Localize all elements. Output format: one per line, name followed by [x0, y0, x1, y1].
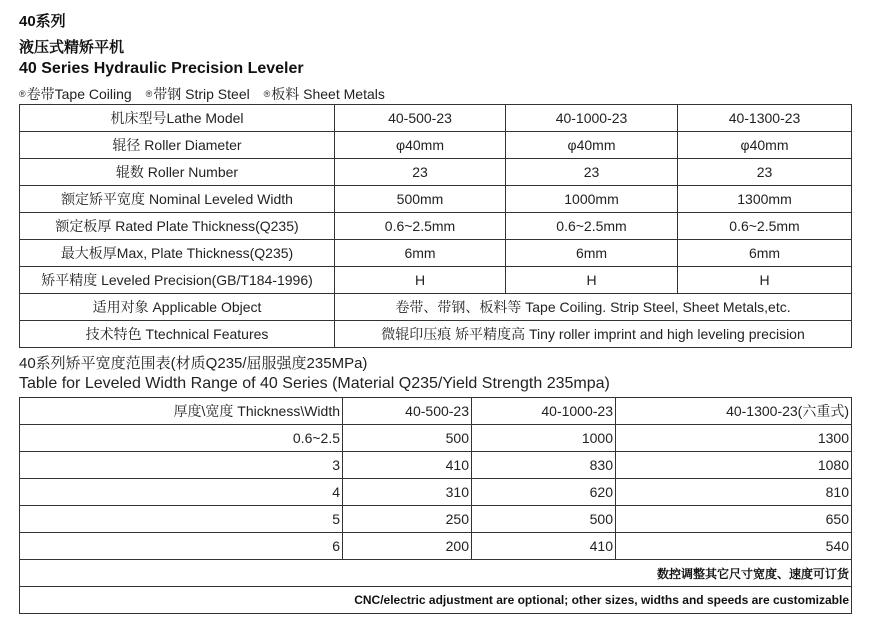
table-cell: 1000 [472, 425, 616, 452]
table-cell: 830 [472, 452, 616, 479]
table-row [20, 533, 852, 560]
note-cn: 数控调整其它尺寸宽度、速度可订货 [20, 560, 852, 587]
table-cell: 500 [472, 506, 616, 533]
table-row [20, 213, 852, 240]
table-cell: 6mm [335, 240, 506, 267]
table-row [20, 186, 852, 213]
table-cell: φ40mm [506, 132, 678, 159]
table-row [20, 425, 852, 452]
registered-mark-icon: ® [263, 89, 271, 99]
table-cell: 500 [343, 425, 472, 452]
table-row [20, 479, 852, 506]
table-row [20, 267, 852, 294]
range-table-title-en: Table for Leveled Width Range of 40 Series (Material Q235/Yield Strength 235mpa) [19, 375, 610, 392]
table-cell: 1000mm [506, 186, 678, 213]
table-row [20, 132, 852, 159]
header-cell: 机床型号Lathe Model [20, 105, 335, 132]
range-table-title-cn: 40系列矫平宽度范围表(材质Q235/屈服强度235MPa) [19, 355, 368, 372]
table-row [20, 294, 852, 321]
table-cell: φ40mm [335, 132, 506, 159]
table-cell: 6mm [506, 240, 678, 267]
technical-features-label: 技术特色 Ttechnical Features [20, 321, 335, 348]
header-cell: 40-1000-23 [506, 105, 678, 132]
note-en: CNC/electric adjustment are optional; other sizes, widths and speeds are customizable [20, 587, 852, 614]
applicable-object-value: 卷带、带钢、板料等 Tape Coiling. Strip Steel, Sheet Metals,etc. [335, 294, 852, 321]
table-row [20, 240, 852, 267]
header-cell: 40-500-23 [335, 105, 506, 132]
material-label: 卷带Tape Coiling [26, 86, 132, 102]
table-cell: 620 [472, 479, 616, 506]
table-cell: 辊数 Roller Number [20, 159, 335, 186]
table-cell: 23 [506, 159, 678, 186]
table-cell: H [506, 267, 678, 294]
table-cell: 540 [616, 533, 852, 560]
series-title: 40系列 [19, 13, 66, 30]
product-title-cn: 液压式精矫平机 [19, 39, 125, 56]
table-cell: 矫平精度 Leveled Precision(GB/T184-1996) [20, 267, 335, 294]
table-cell: 0.6~2.5mm [335, 213, 506, 240]
table-cell: 辊径 Roller Diameter [20, 132, 335, 159]
table-cell: 200 [343, 533, 472, 560]
table-row [20, 159, 852, 186]
table-cell: 1300mm [678, 186, 852, 213]
technical-features-value: 微辊印压痕 矫平精度高 Tiny roller imprint and high leveling precision [335, 321, 852, 348]
table-cell: 3 [20, 452, 343, 479]
applicable-object-label: 适用对象 Applicable Object [20, 294, 335, 321]
table-cell: 23 [678, 159, 852, 186]
table-cell: 310 [343, 479, 472, 506]
table-row [20, 452, 852, 479]
table-cell: 23 [335, 159, 506, 186]
table-cell: 5 [20, 506, 343, 533]
header-cell: 40-1300-23 [678, 105, 852, 132]
table-row [20, 105, 852, 132]
table-cell: 650 [616, 506, 852, 533]
material-label: 带钢 Strip Steel [153, 86, 250, 102]
table-cell: 0.6~2.5 [20, 425, 343, 452]
table-cell: 810 [616, 479, 852, 506]
table-cell: 额定矫平宽度 Nominal Leveled Width [20, 186, 335, 213]
registered-mark-icon: ® [145, 89, 153, 99]
table-cell: 500mm [335, 186, 506, 213]
materials-line [19, 84, 385, 104]
header-cell: 40-1300-23(六重式) [616, 398, 852, 425]
table-row [20, 398, 852, 425]
table-cell: 4 [20, 479, 343, 506]
table-row [20, 506, 852, 533]
table-cell: 额定板厚 Rated Plate Thickness(Q235) [20, 213, 335, 240]
table-cell: 6mm [678, 240, 852, 267]
table-cell: 最大板厚Max, Plate Thickness(Q235) [20, 240, 335, 267]
table-cell: H [335, 267, 506, 294]
table-cell: 6 [20, 533, 343, 560]
table-cell: 410 [472, 533, 616, 560]
material-label: 板料 Sheet Metals [271, 86, 385, 102]
table-cell: 0.6~2.5mm [506, 213, 678, 240]
table-cell: 250 [343, 506, 472, 533]
table-cell: φ40mm [678, 132, 852, 159]
header-cell: 厚度\宽度 Thickness\Width [20, 398, 343, 425]
spec-table [19, 104, 852, 348]
table-cell: 410 [343, 452, 472, 479]
header-cell: 40-1000-23 [472, 398, 616, 425]
table-row [20, 560, 852, 587]
table-cell: 1300 [616, 425, 852, 452]
registered-mark-icon: ® [19, 89, 26, 99]
table-cell: 1080 [616, 452, 852, 479]
table-cell: 0.6~2.5mm [678, 213, 852, 240]
header-cell: 40-500-23 [343, 398, 472, 425]
product-title-en: 40 Series Hydraulic Precision Leveler [19, 60, 304, 77]
table-row [20, 321, 852, 348]
range-table [19, 397, 852, 614]
table-row [20, 587, 852, 614]
table-cell: H [678, 267, 852, 294]
